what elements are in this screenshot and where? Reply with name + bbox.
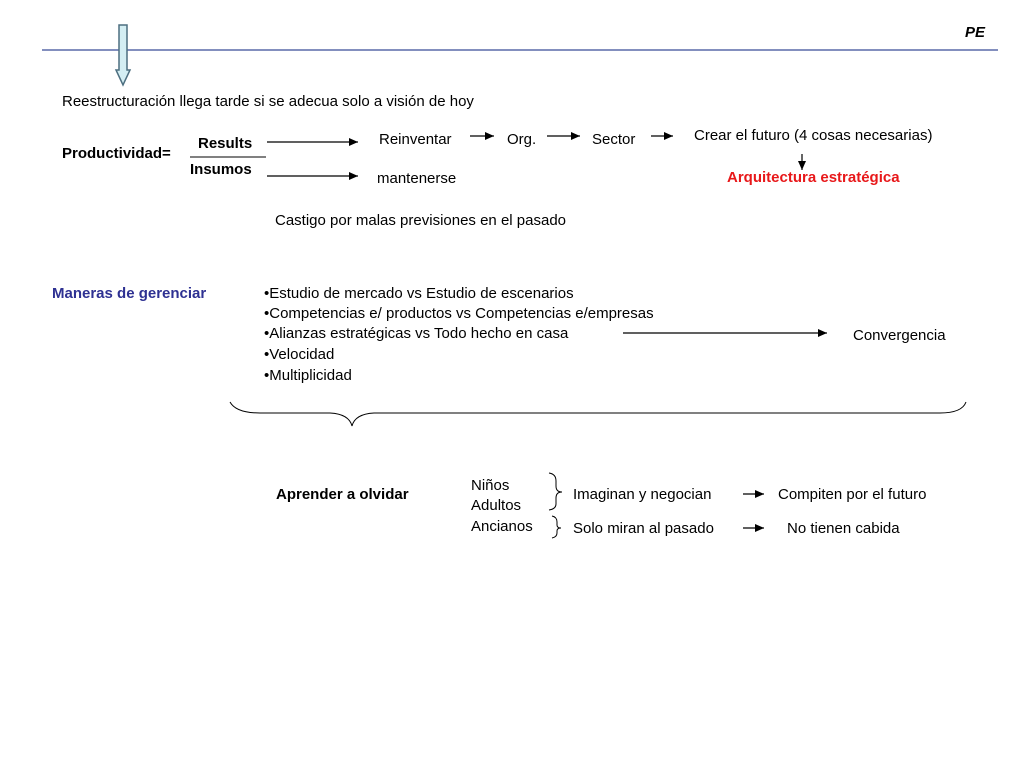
down-arrow-icon: [116, 25, 130, 85]
row2-action: Solo miran al pasado: [573, 520, 714, 537]
brace-upper: [549, 473, 562, 510]
management-item: •Competencias e/ productos vs Competencias e/empresas: [264, 305, 654, 322]
mantenerse-text: mantenerse: [377, 170, 457, 187]
convergencia-text: Convergencia: [853, 327, 946, 344]
row2-result: No tienen cabida: [787, 520, 900, 537]
header-label: PE: [965, 24, 986, 41]
chain-sector: Sector: [592, 131, 636, 148]
formula-numerator: Results: [198, 135, 253, 152]
unlearn-heading: Aprender a olvidar: [276, 486, 409, 503]
penalty-text: Castigo por malas previsiones en el pasado: [275, 212, 566, 229]
group-adultos: Adultos: [471, 497, 522, 514]
management-item: •Estudio de mercado vs Estudio de escenarios: [264, 285, 574, 302]
management-item: •Velocidad: [264, 346, 335, 363]
row1-action: Imaginan y negocian: [573, 486, 712, 503]
group-ninos: Niños: [471, 477, 510, 494]
management-item: •Multiplicidad: [264, 367, 352, 384]
management-heading: Maneras de gerenciar: [52, 285, 207, 302]
chain-org: Org.: [507, 131, 537, 148]
architecture-text: Arquitectura estratégica: [727, 169, 900, 186]
group-ancianos: Ancianos: [471, 518, 533, 535]
formula-lhs: Productividad=: [62, 145, 171, 162]
future-text: Crear el futuro (4 cosas necesarias): [694, 127, 933, 144]
wide-brace: [230, 402, 966, 426]
intro-text: Reestructuración llega tarde si se adecua solo a visión de hoy: [62, 93, 474, 110]
formula-denominator: Insumos: [190, 161, 252, 178]
chain-reinventar: Reinventar: [379, 131, 452, 148]
management-item: •Alianzas estratégicas vs Todo hecho en casa: [264, 325, 569, 342]
brace-lower: [552, 516, 561, 538]
row1-result: Compiten por el futuro: [778, 486, 927, 503]
